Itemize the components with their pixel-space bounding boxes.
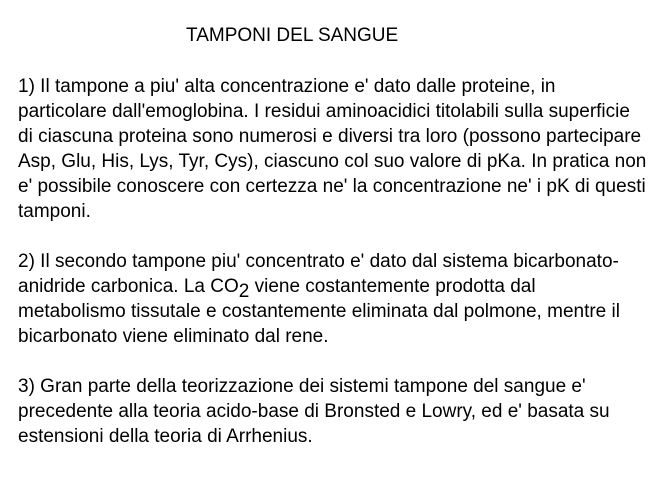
paragraph-proteins: 1) Il tampone a piu' alta concentrazione e' dato dalle proteine, in particolare dall'emoglobina. I residui aminoacidici titolabili sulla superficie di ciascuna proteina sono numerosi e diversi tra loro (possono partecipare Asp, Glu, His, Lys, Tyr, Cys), ciascuno col suo valore di pKa. In pratica non e' possibile conoscere con certezza ne' la concentrazione ne' i pK di questi tamponi. [18, 76, 647, 222]
paragraph-bicarbonate [18, 249, 648, 349]
paragraph-bicarbonate-text-start: 2) Il secondo tampone piu' concentrato e' dato dal sistema bicarbonato-anidride carbonica. La CO [18, 251, 619, 297]
paragraph-theory: 3) Gran parte della teorizzazione dei sistemi tampone del sangue e' precedente alla teoria acido-base di Bronsted e Lowry, ed e' basata su estensioni della teoria di Arrhenius. [18, 376, 610, 447]
co2-subscript: 2 [238, 280, 250, 302]
page-title: TAMPONI DEL SANGUE [186, 25, 399, 46]
paragraph-bicarbonate-text-end: viene costantemente prodotta dal metabolismo tissutale e costantemente eliminata dal polmone, mentre il bicarbonato viene eliminato dal rene. [18, 276, 620, 347]
